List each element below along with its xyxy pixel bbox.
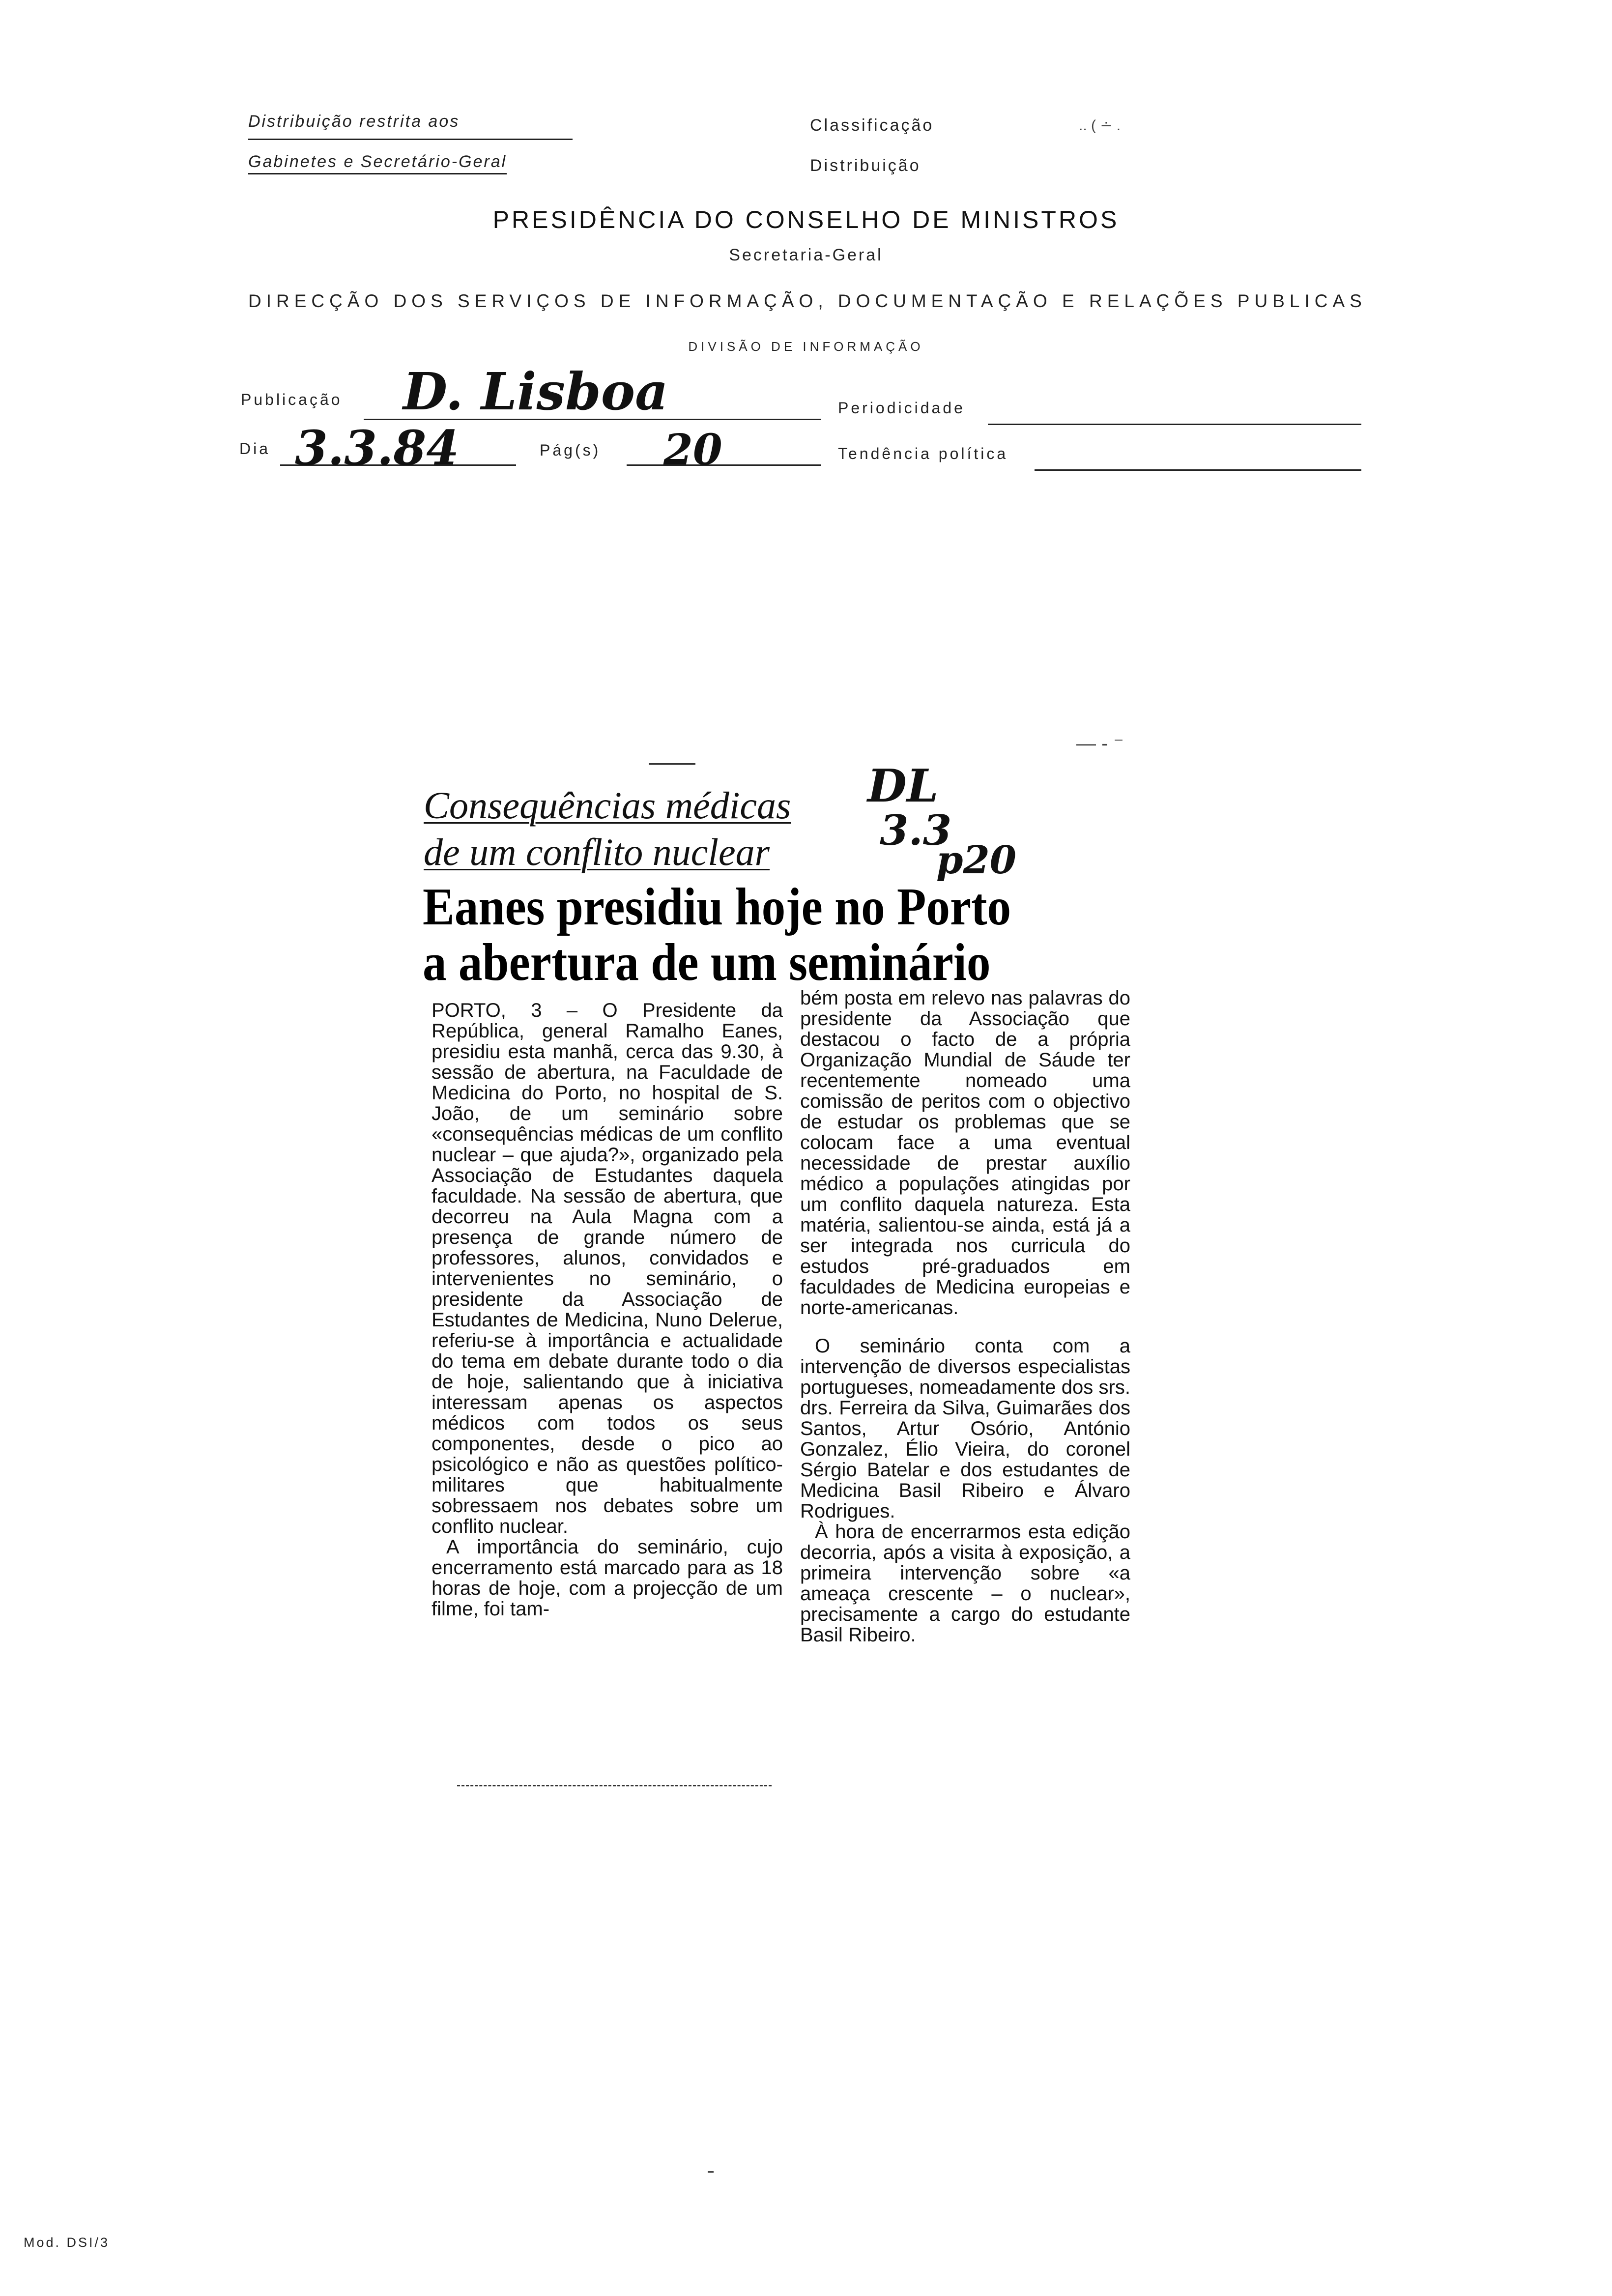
pages-value: 20	[663, 425, 722, 475]
distribution-restriction-line2: Gabinetes e Secretário-Geral	[248, 152, 507, 172]
organization-title: PRESIDÊNCIA DO CONSELHO DE MINISTROS	[492, 206, 1120, 233]
classification-label: Classificação	[810, 116, 934, 135]
article-kicker-line1: Consequências médicas	[424, 784, 791, 827]
distribution-restriction-line1: Distribuição restrita aos	[248, 112, 460, 131]
organization-subtitle: Secretaria-Geral	[729, 246, 883, 264]
clipping-edge-mark: — ‑ ⁻	[1076, 733, 1124, 754]
article-headline-line2: a abertura de um seminário	[423, 933, 991, 992]
pages-line	[627, 464, 821, 466]
distribution-label: Distribuição	[810, 156, 921, 175]
handwritten-note-date: 3.3	[880, 806, 952, 855]
paragraph-gap	[800, 1318, 1130, 1336]
publication-label: Publicação	[241, 391, 343, 408]
day-label: Dia	[239, 440, 271, 458]
political-tendency-label: Tendência política	[838, 445, 1008, 462]
classification-mark: .. ( ∸ .	[1079, 117, 1121, 134]
periodicity-label: Periodicidade	[838, 399, 965, 417]
clipping-top-rule	[649, 763, 695, 765]
article-paragraph: bém posta em relevo nas palavras do presidente da Associação que destacou o facto de a própria Organização Mundial de Sáude ter recentemente nomeado uma comissão de peritos com o objectivo de estudar os problemas que se colocam face a uma eventual necessidade de prestar auxílio médico a populações atingidas por um conflito daquela natureza. Esta matéria, salientou-se ainda, está já a ser integrada nos curricula do estudos pré-graduados em faculdades de Medicina europeias e norte-americanas.	[800, 987, 1130, 1319]
article-paragraph: PORTO, 3 – O Presidente da República, general Ramalho Eanes, presidiu esta manhã, cerca das 9.30, à sessão de abertura, na Faculdade de Medicina do Porto, no hospital de S. João, de um seminário sobre «consequências médicas de um conflito nuclear – que ajuda?», organizado pela Associação de Estudantes daquela faculdade. Na sessão de abertura, que decorreu na Aula Magna com a presença de grande número de professores, alunos, convidados e intervenientes no seminário, o presidente da Associação de Estudantes de Medicina, Nuno Delerue, referiu-se à importância e actualidade do tema em debate durante todo o dia de hoje, salientando que à iniciativa interessam apenas os aspectos médicos com todos os seus componentes, desde o pico ao psicológico e não as questões político-militares que habitualmente sobressaem nos debates sobre um conflito nuclear.	[432, 1000, 783, 1537]
article-column-2	[800, 988, 1130, 1645]
column-1-end-rule	[457, 1785, 772, 1786]
stray-mark	[708, 2171, 714, 2173]
article-headline-line1: Eanes presidiu hoje no Porto	[423, 878, 1011, 936]
day-value: 3.3.84	[295, 420, 460, 476]
article-paragraph: À hora de encerrarmos esta edição decorria, após a visita à exposição, a primeira intervenção sobre «a ameaça crescente – o nuclear», precisamente a cargo do estudante Basil Ribeiro.	[800, 1521, 1130, 1646]
article-paragraph: A importância do seminário, cujo encerramento está marcado para as 18 horas de hoje, com a projecção de um filme, foi tam-	[432, 1536, 783, 1620]
article-kicker-line2: de um conflito nuclear	[424, 831, 770, 873]
political-tendency-line	[1035, 469, 1361, 471]
pages-label: Pág(s)	[540, 441, 601, 459]
handwritten-note-source: DL	[867, 759, 939, 812]
division-name: DIVISÃO DE INFORMAÇÃO	[688, 339, 924, 354]
article-paragraph: O seminário conta com a intervenção de diversos especialistas portugueses, nomeadamente dos srs. drs. Ferreira da Silva, Guimarães dos Santos, Artur Osório, António Gonzalez, Élio Vieira, do coronel Sérgio Batelar e dos estudantes de Medicina Basil Ribeiro e Álvaro Rodrigues.	[800, 1335, 1130, 1522]
department-name: DIRECÇÃO DOS SERVIÇOS DE INFORMAÇÃO, DOCUMENTAÇÃO E RELAÇÕES PUBLICAS	[248, 291, 1367, 311]
form-code: Mod. DSI/3	[24, 2235, 110, 2250]
handwritten-note-page: p20	[936, 838, 1017, 883]
publication-value: D. Lisboa	[403, 361, 668, 422]
periodicity-line	[988, 424, 1361, 425]
article-column-1	[432, 1000, 783, 1619]
distribution-divider	[248, 139, 573, 140]
